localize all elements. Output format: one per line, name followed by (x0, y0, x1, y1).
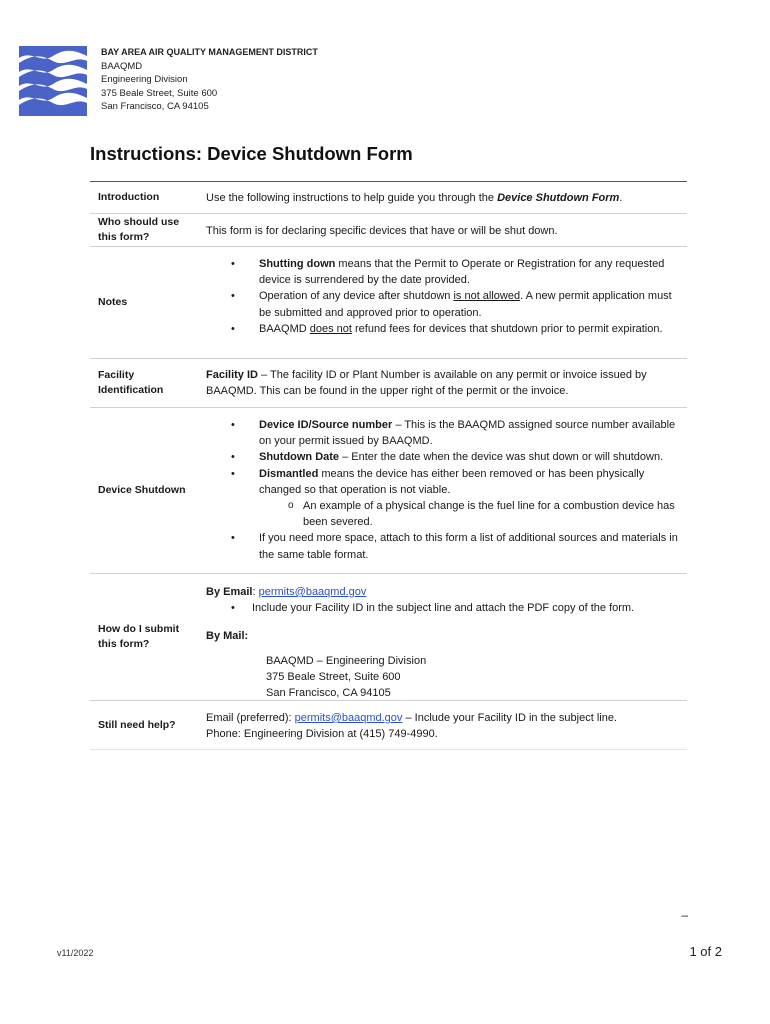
row-notes (90, 247, 687, 359)
by-email-label: By Email (206, 586, 253, 598)
by-email-colon: : (252, 586, 259, 598)
list-item: • Shutdown Date – Enter the date when the device was shut down or will shutdown. (206, 449, 687, 465)
content-notes (198, 247, 687, 358)
facility-id-text: – The facility ID or Plant Number is available on any permit or invoice issued by BAAQMD. This can be found in the upper right of the permit or the invoice. (206, 369, 647, 398)
who-text: This form is for declaring specific devices that have or will be shut down. (206, 225, 558, 237)
row-who-should-use (90, 214, 687, 247)
content-introduction (198, 182, 687, 213)
intro-period: . (619, 192, 623, 204)
list-item: • Dismantled means the device has either been removed or has been physically changed so that operation is not viable. o An example of a physical change is the fuel line for a combustion device has been severed. (206, 466, 687, 531)
org-address-block (101, 46, 318, 114)
mail-address-line2: 375 Beale Street, Suite 600 (266, 670, 401, 683)
org-division: Engineering Division (101, 74, 188, 85)
page-title: Instructions: Device Shutdown Form (90, 143, 413, 164)
help-email-note: – Include your Facility ID in the subject line. (402, 712, 618, 724)
list-item: • If you need more space, attach to this form a list of additional sources and materials in the same table format. (206, 530, 687, 562)
mail-address-line3: San Francisco, CA 94105 (266, 687, 391, 700)
footer-dash: – (681, 908, 688, 922)
by-mail-label: By Mail: (206, 630, 249, 643)
intro-text: Use the following instructions to help guide you through the (206, 192, 498, 204)
list-item: • Include your Facility ID in the subject line and attach the PDF copy of the form. (206, 600, 687, 616)
list-item: • Operation of any device after shutdown is not allowed. A new permit application must be submitted and approved prior to operation. (206, 288, 687, 320)
label-facility-identification: Facility Identification (98, 369, 164, 396)
list-item: • Shutting down means that the Permit to Operate or Registration for any requested device is surrendered by the date provided. (206, 256, 687, 288)
row-device-shutdown (90, 408, 687, 574)
sub-list-item: o An example of a physical change is the fuel line for a combustion device has been severed. (206, 498, 687, 530)
row-introduction (90, 181, 687, 214)
facility-id-term: Facility ID (206, 369, 258, 381)
list-item: • Device ID/Source number – This is the BAAQMD assigned source number available on your permit issued by BAAQMD. (206, 417, 687, 449)
instructions-table (90, 181, 687, 750)
content-facility-identification (198, 359, 687, 407)
baaqmd-logo-icon (19, 46, 87, 116)
row-still-need-help (90, 701, 687, 750)
row-facility-identification (90, 359, 687, 408)
org-address-line2: San Francisco, CA 94105 (101, 101, 209, 112)
footer-version: v11/2022 (57, 948, 94, 958)
content-still-need-help (198, 701, 687, 749)
row-how-to-submit (90, 574, 687, 701)
org-name: BAY AREA AIR QUALITY MANAGEMENT DISTRICT (101, 47, 318, 57)
help-phone: Phone: Engineering Division at (415) 749-4990. (206, 728, 438, 741)
label-still-need-help: Still need help? (98, 718, 176, 731)
content-how-to-submit (198, 574, 687, 700)
content-device-shutdown (198, 408, 687, 573)
org-address-line1: 375 Beale Street, Suite 600 (101, 87, 218, 99)
help-email-link[interactable]: permits@baaqmd.gov (294, 712, 403, 724)
intro-form-name: Device Shutdown Form (497, 192, 620, 204)
mail-address-line1: BAAQMD – Engineering Division (266, 654, 427, 667)
label-introduction: Introduction (98, 191, 160, 204)
label-device-shutdown: Device Shutdown (98, 484, 186, 497)
page-number: 1 of 2 (689, 944, 722, 959)
submit-email-link[interactable]: permits@baaqmd.gov (258, 586, 367, 598)
help-email-label: Email (preferred): (206, 712, 295, 724)
list-item: • BAAQMD does not refund fees for devices that shutdown prior to permit expiration. (206, 321, 687, 337)
org-abbrev: BAAQMD (101, 60, 143, 72)
content-who-should-use (198, 214, 687, 246)
label-how-to-submit: How do I submit this form? (98, 623, 180, 650)
label-notes: Notes (98, 296, 128, 309)
label-who-should-use: Who should use this form? (98, 216, 180, 243)
